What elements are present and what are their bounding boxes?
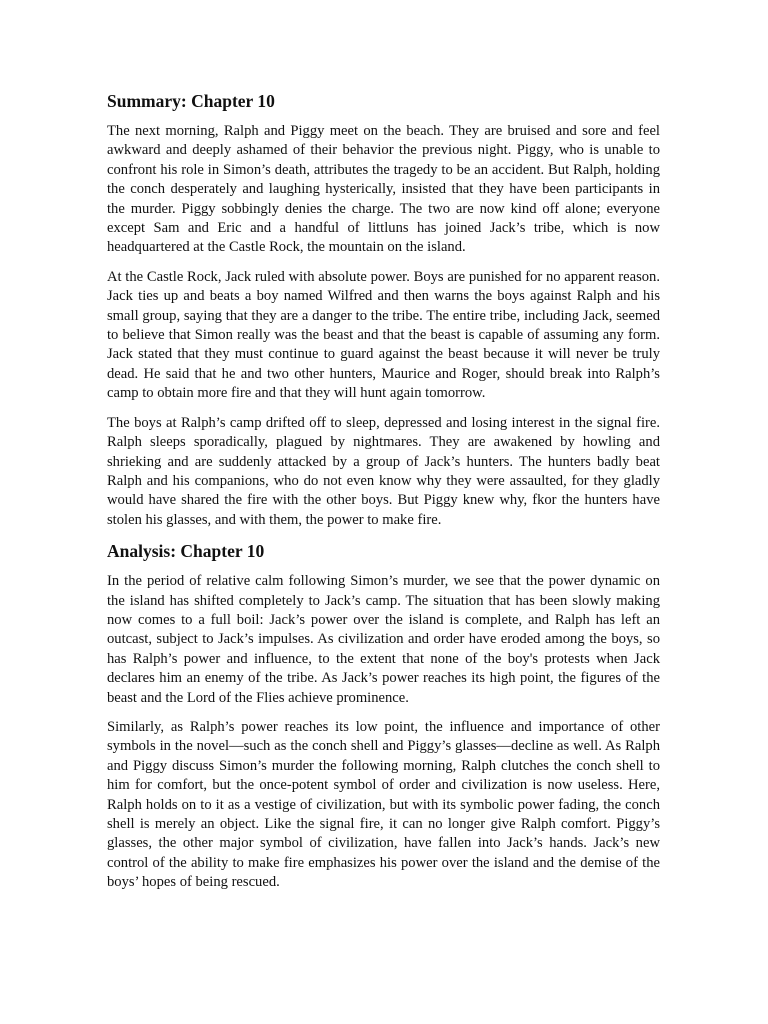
analysis-paragraph-2: Similarly, as Ralph’s power reaches its low point, the influence and importance of other symbols in the novel—such as the conch shell and Piggy’s glasses—decline as well. As Ralph and Piggy discuss Simon’s murder the following morning, Ralph clutches the conch shell to him for comfort, but the once-potent symbol of order and civilization is now useless. Here, Ralph holds on to it as a vestige of civilization, but with its symbolic power fading, the conch shell is merely an object. Like the signal fire, it can no longer give Ralph comfort. Piggy’s glasses, the other major symbol of civilization, have fallen into Jack’s hands. Jack’s new control of the ability to make fire emphasizes his power over the island and the demise of the boys’ hopes of being rescued. — [107, 718, 660, 891]
summary-paragraph-1: The next morning, Ralph and Piggy meet on the beach. They are bruised and sore and feel awkward and deeply ashamed of their behavior the previous night. Piggy, who is unable to confront his role in Simon’s death, attributes the tragedy to be an accident. But Ralph, holding the conch desperately and laughing hysterically, insisted that they have been participants in the murder. Piggy sobbingly denies the charge. The two are now kind off alone; everyone except Sam and Eric and a handful of littluns has joined Jack’s tribe, which is now headquartered at the Castle Rock, the mountain on the island. — [107, 123, 660, 256]
analysis-heading: Analysis: Chapter 10 — [107, 541, 265, 562]
summary-heading: Summary: Chapter 10 — [107, 91, 275, 111]
summary-paragraph-2: At the Castle Rock, Jack ruled with absolute power. Boys are punished for no apparent reason. Jack ties up and beats a boy named Wilfred and then warns the boys against Ralph and his small group, saying that they are a danger to the tribe. The entire tribe, including Jack, seemed to believe that Simon really was the beast and that the beast is capable of assuming any form. Jack stated that they must continue to guard against the beast because it will never be truly dead. He said that he and two other hunters, Maurice and Roger, should break into Ralph’s camp to obtain more fire and that they will hunt again tomorrow. — [107, 268, 660, 402]
summary-section — [107, 90, 660, 530]
analysis-paragraph-1: In the period of relative calm following Simon’s murder, we see that the power dynamic on the island has shifted completely to Jack’s camp. The situation that has been slowly making now comes to a full boil: Jack’s power over the island is complete, and Ralph has left an outcast, subject to Jack’s impulses. As civilization and order have eroded among the boys, so has Ralph’s power and influence, to the extent that none of the boy's protests when Jack declares him an enemy of the tribe. As Jack’s power reaches its high point, the figures of the beast and the Lord of the Flies achieve prominence. — [107, 573, 660, 706]
document-page — [107, 90, 660, 903]
summary-paragraph-3: The boys at Ralph’s camp drifted off to sleep, depressed and losing interest in the signal fire. Ralph sleeps sporadically, plagued by nightmares. They are awakened by howling and shrieking and are suddenly attacked by a group of Jack’s hunters. The hunters badly beat Ralph and his companions, who do not even know why they were assaulted, for they gladly would have shared the fire with the other boys. But Piggy knew why, fkor the hunters have stolen his glasses, and with them, the power to make fire. — [107, 414, 660, 528]
analysis-section — [107, 540, 660, 893]
